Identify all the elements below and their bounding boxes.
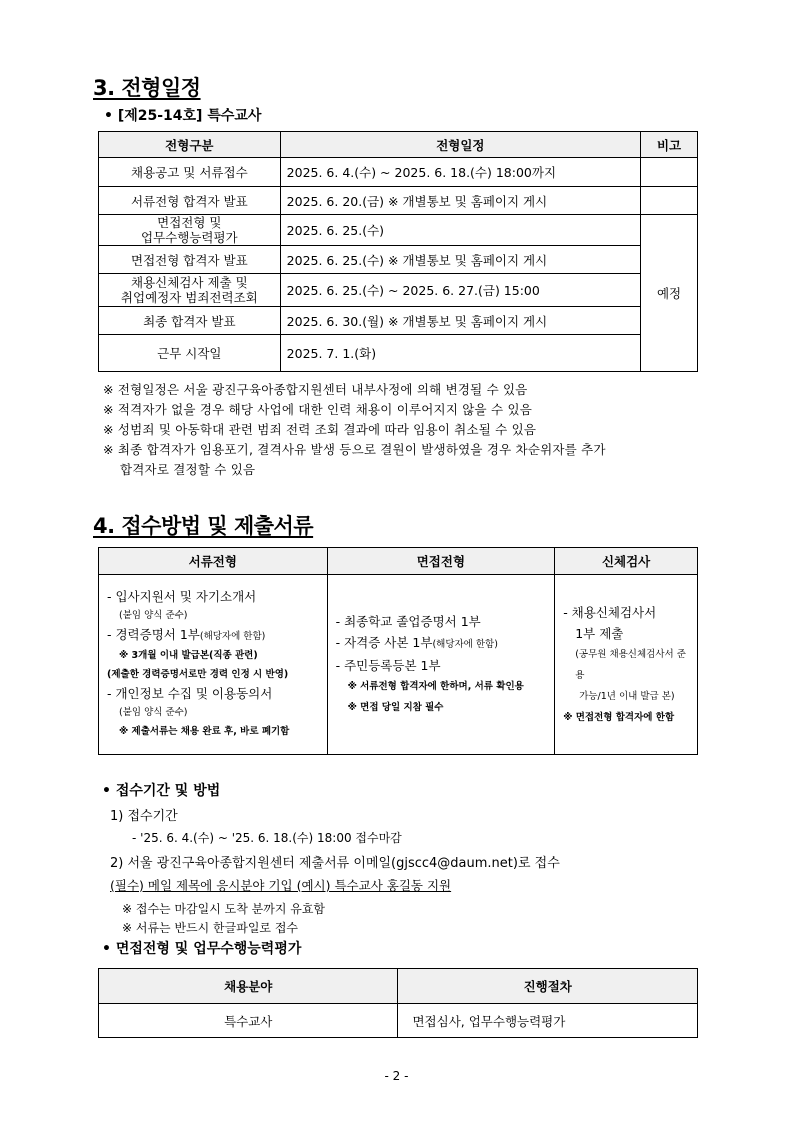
docs-header-interview: 면접전형 (327, 548, 555, 575)
schedule-stage (99, 274, 281, 307)
schedule-header-stage: 전형구분 (99, 132, 281, 158)
doc-item: - 주민등록등본 1부 (335, 658, 441, 673)
schedule-header-remark: 비고 (641, 132, 698, 158)
schedule-stage (99, 215, 281, 246)
schedule-stage: 근무 시작일 (99, 335, 281, 372)
documents-table (98, 547, 698, 755)
docs-header-physical: 신체검사 (555, 548, 698, 575)
doc-item: 1부 제출 (575, 625, 624, 641)
schedule-date: 2025. 6. 25.(수) ~ 2025. 6. 27.(금) 15:00 (280, 274, 640, 307)
receipt-note: ※ 서류는 반드시 한글파일로 접수 (122, 921, 299, 935)
schedule-stage: 서류전형 합격자 발표 (99, 187, 281, 215)
note-line: ※ 적격자가 없을 경우 해당 사업에 대한 인력 채용이 이루어지지 않을 수 있음 (103, 402, 533, 417)
receipt-method: 2) 서울 광진구육아종합지원센터 제출서류 이메일(gjscc4@daum.net)로 접수 (110, 856, 560, 871)
doc-item-text: - 경력증명서 1부 (107, 627, 200, 642)
doc-item (336, 632, 549, 655)
doc-item-note: ※ 서류전형 합격자에 한하며, 서류 확인용 (347, 681, 524, 692)
note-line: ※ 성범죄 및 아동학대 관련 범죄 전력 조회 결과에 따라 임용이 취소될 수 있음 (103, 422, 537, 437)
doc-item-note: ※ 3개월 이내 발급본(직종 관련) (119, 650, 258, 661)
interview-procedure: 면접심사, 업무수행능력평가 (398, 1004, 698, 1038)
doc-item (107, 625, 321, 646)
doc-item-note: ※ 면접전형 합격자에 한함 (563, 711, 675, 723)
doc-item-note: (해당자에 한함) (432, 639, 498, 650)
schedule-stage: 최종 합격자 발표 (99, 307, 281, 335)
interview-table (98, 968, 698, 1038)
doc-item-note: (공무원 채용신체검사서 준용 (575, 648, 686, 681)
note-line: ※ 전형일정은 서울 광진구육아종합지원센터 내부사정에 의해 변경될 수 있음 (103, 382, 528, 397)
receipt-note: ※ 접수는 마감일시 도착 분까지 유효함 (122, 902, 326, 916)
stage-line: 채용신체검사 제출 및 (131, 275, 248, 290)
schedule-stage: 채용공고 및 서류접수 (99, 158, 281, 187)
page-number: - 2 - (384, 1069, 409, 1083)
docs-col-interview (327, 575, 555, 755)
schedule-table (98, 131, 698, 372)
interview-field: 특수교사 (99, 1004, 398, 1038)
schedule-header-date: 전형일정 (280, 132, 640, 158)
receipt-period-label: 1) 접수기간 (110, 809, 178, 824)
schedule-remark-empty (641, 158, 698, 187)
schedule-remark-empty (641, 187, 698, 215)
interview-title: • 면접전형 및 업무수행능력평가 (102, 941, 302, 957)
schedule-date: 2025. 6. 20.(금) ※ 개별통보 및 홈페이지 게시 (280, 187, 640, 215)
interview-header-field: 채용분야 (99, 969, 398, 1004)
doc-item-note: (제출한 경력증명서로만 경력 인정 시 반영) (107, 669, 289, 680)
section4-title: 4. 접수방법 및 제출서류 (93, 514, 314, 538)
receipt-period-detail: - '25. 6. 4.(수) ~ '25. 6. 18.(수) 18:00 접수마감 (132, 831, 402, 845)
doc-item-text: - 자격증 사본 1부 (335, 635, 433, 650)
doc-item-note: (붙임 양식 준수) (119, 610, 188, 621)
doc-item: - 입사지원서 및 자기소개서 (107, 589, 257, 604)
docs-header-documents: 서류전형 (99, 548, 328, 575)
doc-item-note: ※ 면접 당일 지참 필수 (347, 702, 444, 713)
doc-item-note: 가능/1년 이내 발급 본) (579, 690, 675, 702)
doc-item-note: (붙임 양식 준수) (119, 707, 188, 718)
docs-col-documents (99, 575, 328, 755)
note-line: 합격자로 결정할 수 있음 (120, 462, 256, 477)
schedule-date: 2025. 7. 1.(화) (280, 335, 640, 372)
interview-header-procedure: 진행절차 (398, 969, 698, 1004)
schedule-stage: 면접전형 합격자 발표 (99, 246, 281, 274)
receipt-method-note: (필수) 메일 제목에 응시분야 기입 (예시) 특수교사 홍길동 지원 (110, 878, 452, 893)
doc-item-note: (해당자에 한함) (199, 631, 266, 642)
stage-line: 취업예정자 범죄전력조회 (120, 290, 258, 305)
docs-col-physical (555, 575, 698, 755)
schedule-notes (103, 380, 606, 480)
schedule-date: 2025. 6. 4.(수) ~ 2025. 6. 18.(수) 18:00까지 (280, 158, 640, 187)
doc-item-note: ※ 제출서류는 채용 완료 후, 바로 폐기함 (119, 726, 290, 737)
receipt-title: • 접수기간 및 방법 (102, 783, 221, 799)
schedule-date: 2025. 6. 25.(수) ※ 개별통보 및 홈페이지 게시 (280, 246, 640, 274)
stage-line: 면접전형 및 (157, 215, 222, 230)
section3-title: 3. 전형일정 (93, 76, 201, 100)
doc-item: - 최종학교 졸업증명서 1부 (335, 614, 481, 629)
schedule-date: 2025. 6. 25.(수) (280, 215, 640, 246)
section3-subtitle: • [제25-14호] 특수교사 (104, 108, 262, 124)
note-line: ※ 최종 합격자가 임용포기, 결격사유 발생 등으로 결원이 발생하였을 경우 차순위자를 추가 (103, 442, 606, 457)
doc-item: - 개인정보 수집 및 이용동의서 (107, 686, 273, 701)
doc-item: - 채용신체검사서 (563, 604, 657, 620)
schedule-remark: 예정 (641, 215, 698, 372)
stage-line: 업무수행능력평가 (141, 230, 238, 245)
schedule-date: 2025. 6. 30.(월) ※ 개별통보 및 홈페이지 게시 (280, 307, 640, 335)
